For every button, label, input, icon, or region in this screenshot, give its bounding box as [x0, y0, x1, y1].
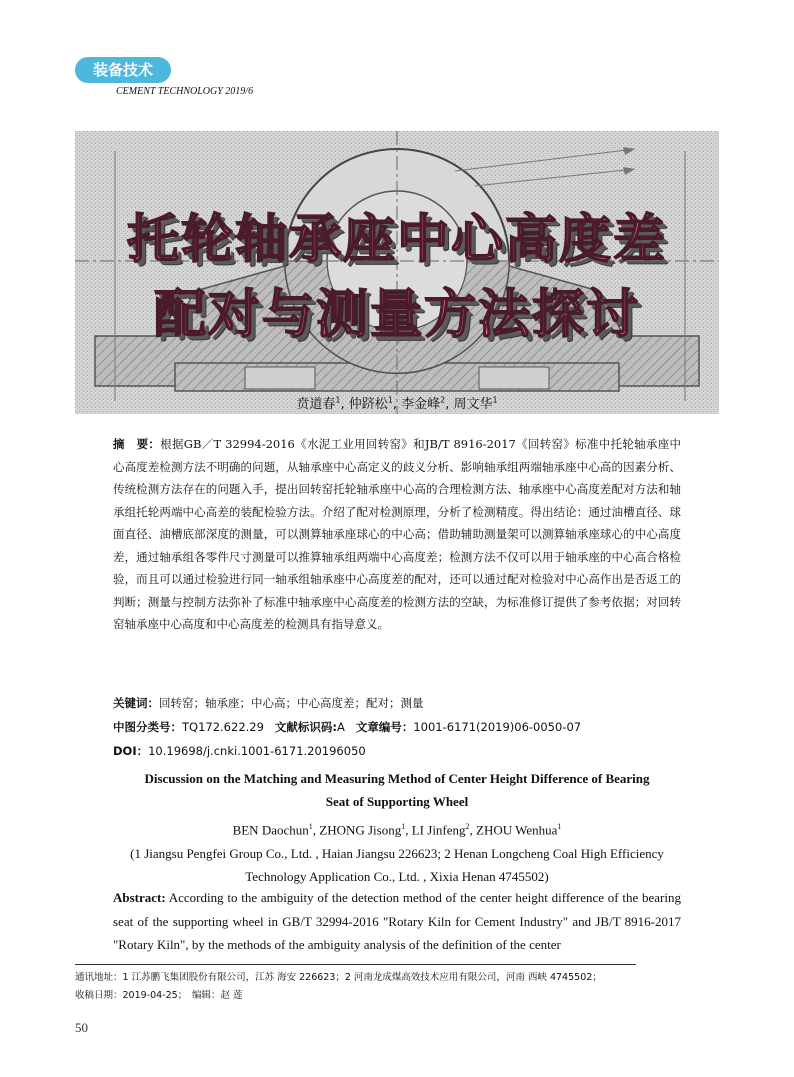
author-4: 周文华: [453, 397, 493, 412]
abstract-en: [113, 886, 681, 957]
section-tag: 装备技术: [75, 57, 171, 83]
title-line-1: 托轮轴承座中心高度差: [126, 210, 667, 270]
author-en-2: ZHONG Jisong: [319, 822, 402, 838]
author-separator: ,: [445, 397, 450, 412]
clc-label: 中图分类号：: [113, 720, 182, 734]
author-2: 仲跻松: [348, 397, 388, 412]
footnote-address: 通讯地址：1 江苏鹏飞集团股份有限公司，江苏 海安 226623；2 河南龙成煤高效技术应用有限公司，河南 西峡 4745502；: [75, 972, 602, 983]
footnote-divider: [75, 964, 636, 965]
doc-code-label: 文献标识码:: [274, 720, 337, 734]
author-2-aff: 1: [387, 395, 393, 405]
footnote-received: 收稿日期：2019-04-25； 编辑：赵 莲: [75, 990, 243, 1001]
article-no-value: 1001-6171(2019)06-0050-07: [413, 720, 582, 734]
doc-code-value: A: [337, 720, 345, 734]
author-en-4-aff: 1: [557, 822, 562, 831]
author-3-aff: 2: [440, 395, 446, 405]
clc-value: TQ172.622.29: [182, 720, 264, 734]
author-3: 李金峰: [401, 397, 441, 412]
english-title-line-1: Discussion on the Matching and Measuring Method of Center Height Difference of Bearing: [144, 771, 650, 786]
keywords-text: 回转窑；轴承座；中心高；中心高度差；配对；测量: [159, 696, 424, 710]
author-en-4: ZHOU Wenhua: [476, 822, 558, 838]
title-line-2: 配对与测量方法探讨: [153, 285, 640, 345]
journal-name-issue: CEMENT TECHNOLOGY 2019/6: [116, 86, 254, 97]
author-4-aff: 1: [492, 395, 498, 405]
author-separator: ,: [340, 397, 345, 412]
keywords-cn: [113, 694, 681, 712]
article-no-label: 文章编号：: [355, 720, 414, 734]
author-1-aff: 1: [335, 395, 341, 405]
author-en-1-aff: 1: [308, 822, 313, 831]
english-title-line-2: Seat of Supporting Wheel: [325, 794, 469, 809]
english-affiliation: (1 Jiangsu Pengfei Group Co., Ltd. , Haian Jiangsu 226623; 2 Henan Longcheng Coal High Efficiency Technology Application Co., Ltd. , Xixia Henan 4745502): [130, 846, 664, 884]
author-en-3-aff: 2: [465, 822, 470, 831]
author-en-3: LI Jinfeng: [411, 822, 466, 838]
abstract-en-text: According to the ambiguity of the detection method of the center height difference of the bearing seat of the supporting wheel in GB/T 32994-2016 "Rotary Kiln for Cement Industry" and JB/T 8916-2017 "Rotary Kiln", by the methods of the ambiguity analysis of the definition of the center: [113, 890, 681, 952]
author-1: 贲道春: [296, 397, 336, 412]
english-title: [113, 767, 681, 813]
author-en-2-aff: 1: [401, 822, 406, 831]
author-list-en: BEN Daochun$^1$, ZHONG Jisong$^1$, LI Jinfeng$^2$, ZHOU Wenhua$^1$: [232, 822, 562, 838]
abstract-en-label: Abstract:: [113, 890, 166, 905]
title-banner: [75, 131, 719, 414]
keywords-label: 关键词：: [113, 696, 159, 710]
page-number: 50: [75, 1020, 88, 1035]
abstract-cn-text: 根据GB／T 32994-2016《水泥工业用回转窑》和JB/T 8916-2017《回转窑》标准中托轮轴承座中心高度差检测方法不明确的问题，从轴承座中心高定义的歧义分析、影响轴承组两端轴承座中心高的因素分析、传统检测方法存在的问题入手，提出回转窑托轮轴承座中心高的合理检测方法、轴承座中心高度差配对方法和轴承组托轮两端中心高差的装配检验方法。介绍了配对检测原理，分析了检测精度。得出结论：通过油槽直径、球面直径、油槽底部深度的测量，可以测算轴承座球心的中心高；借助辅助测量架可以测算轴承座球心的中心高度差，通过轴承组各零件尺寸测量可以推算轴承组两端中心高度差；检测方法不仅可以用于轴承座的中心高合格检验，而且可以通过检验进行同一轴承组轴承座中心高度差的配对，还可以通过配对检验对中心高作出是否返工的判断；测量与控制方法弥补了标准中轴承座中心高度差的检测方法的空缺，为标准修订提供了参考依据；对回转窑轴承座中心高度和中心高度差的检测具有指导意义。: [113, 437, 681, 631]
doi-label: DOI：: [113, 744, 149, 758]
doi-value[interactable]: 10.19698/j.cnki.1001-6171.20196050: [148, 744, 366, 758]
doi-line: [113, 742, 681, 760]
classification-line: [113, 718, 681, 736]
abstract-cn-label: 摘 要：: [113, 437, 161, 451]
author-list-cn: [75, 393, 719, 412]
abstract-cn: [113, 433, 681, 636]
author-separator: ,: [392, 397, 397, 412]
author-en-1: BEN Daochun: [232, 822, 309, 838]
